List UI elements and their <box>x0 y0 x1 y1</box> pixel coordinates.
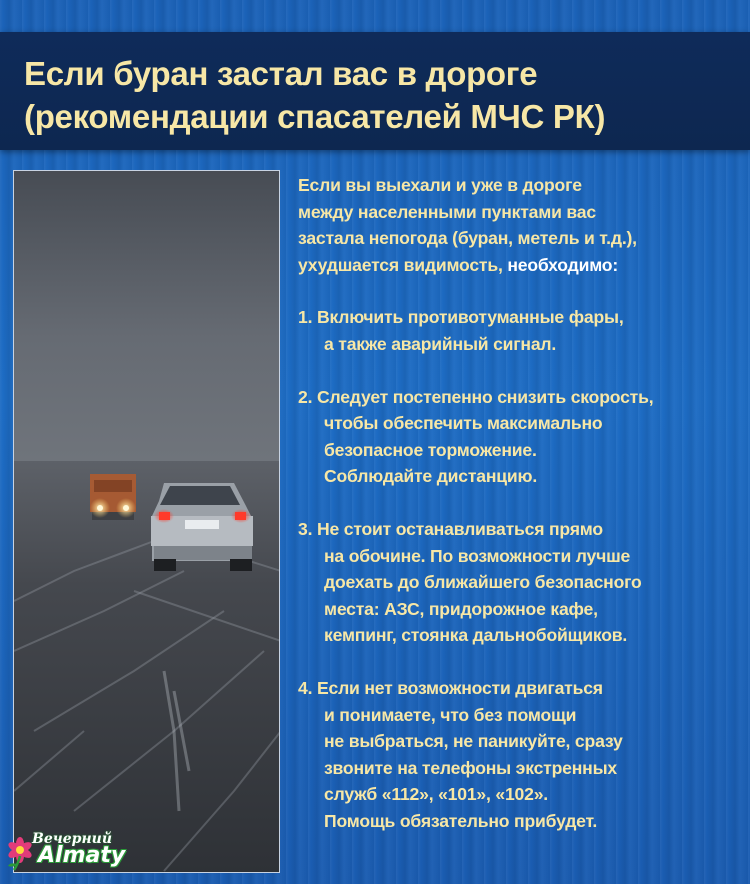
item-line: 1. Включить противотуманные фары, <box>298 307 624 328</box>
item-line: 4. Если нет возможности двигаться <box>298 677 603 698</box>
intro-line: застала непогода (буран, метель и т.д.), <box>298 228 637 249</box>
title-line-1: Если буран застал вас в дороге <box>24 55 538 92</box>
item-line: чтобы обеспечить максимально <box>324 413 603 434</box>
item-line: места: АЗС, придорожное кафе, <box>324 598 598 619</box>
item-line: на обочине. По возможности лучше <box>324 545 631 566</box>
item-line: доехать до ближайшего безопасного <box>324 572 642 593</box>
logo-main-text: Almaty <box>38 843 126 868</box>
item-line: безопасное торможение. <box>324 439 537 460</box>
item-line: и понимаете, что без помощи <box>324 704 577 725</box>
item-line: а также аварийный сигнал. <box>324 333 557 354</box>
recommendation-item-2 <box>298 384 750 490</box>
intro-line: Если вы выехали и уже в дороге <box>298 175 582 195</box>
intro-line-prefix: ухудшается видимость, <box>298 254 508 275</box>
item-line: не выбраться, не паникуйте, сразу <box>324 731 623 752</box>
snowstorm-road-photo <box>13 170 280 873</box>
truck <box>90 474 136 520</box>
recommendations <box>298 172 750 834</box>
item-line: 2. Следует постепенно снизить скорость, <box>298 386 654 407</box>
intro-line: между населенными пунктами вас <box>298 201 596 222</box>
recommendation-item-1 <box>298 304 750 357</box>
header-band <box>0 32 750 150</box>
title-line-2: (рекомендации спасателей МЧС РК) <box>24 98 606 135</box>
intro-line-last <box>298 252 750 279</box>
item-line: Помощь обязательно прибудет. <box>324 810 598 831</box>
recommendation-item-3 <box>298 516 750 649</box>
item-line: звоните на телефоны экстренных <box>324 757 617 778</box>
intro-emphasis: необходимо: <box>507 254 618 275</box>
page-title <box>24 52 605 138</box>
item-line: 3. Не стоит останавливаться прямо <box>298 518 603 539</box>
car <box>151 483 253 571</box>
item-line: кемпинг, стоянка дальнобойщиков. <box>324 625 628 646</box>
vechernyi-almaty-logo <box>4 828 134 876</box>
item-line: Соблюдайте дистанцию. <box>324 466 538 487</box>
logo-top-text: Вечерний <box>32 831 113 847</box>
recommendation-item-4 <box>298 675 750 835</box>
item-line: служб «112», «101», «102». <box>324 784 548 805</box>
intro-paragraph <box>298 172 750 278</box>
